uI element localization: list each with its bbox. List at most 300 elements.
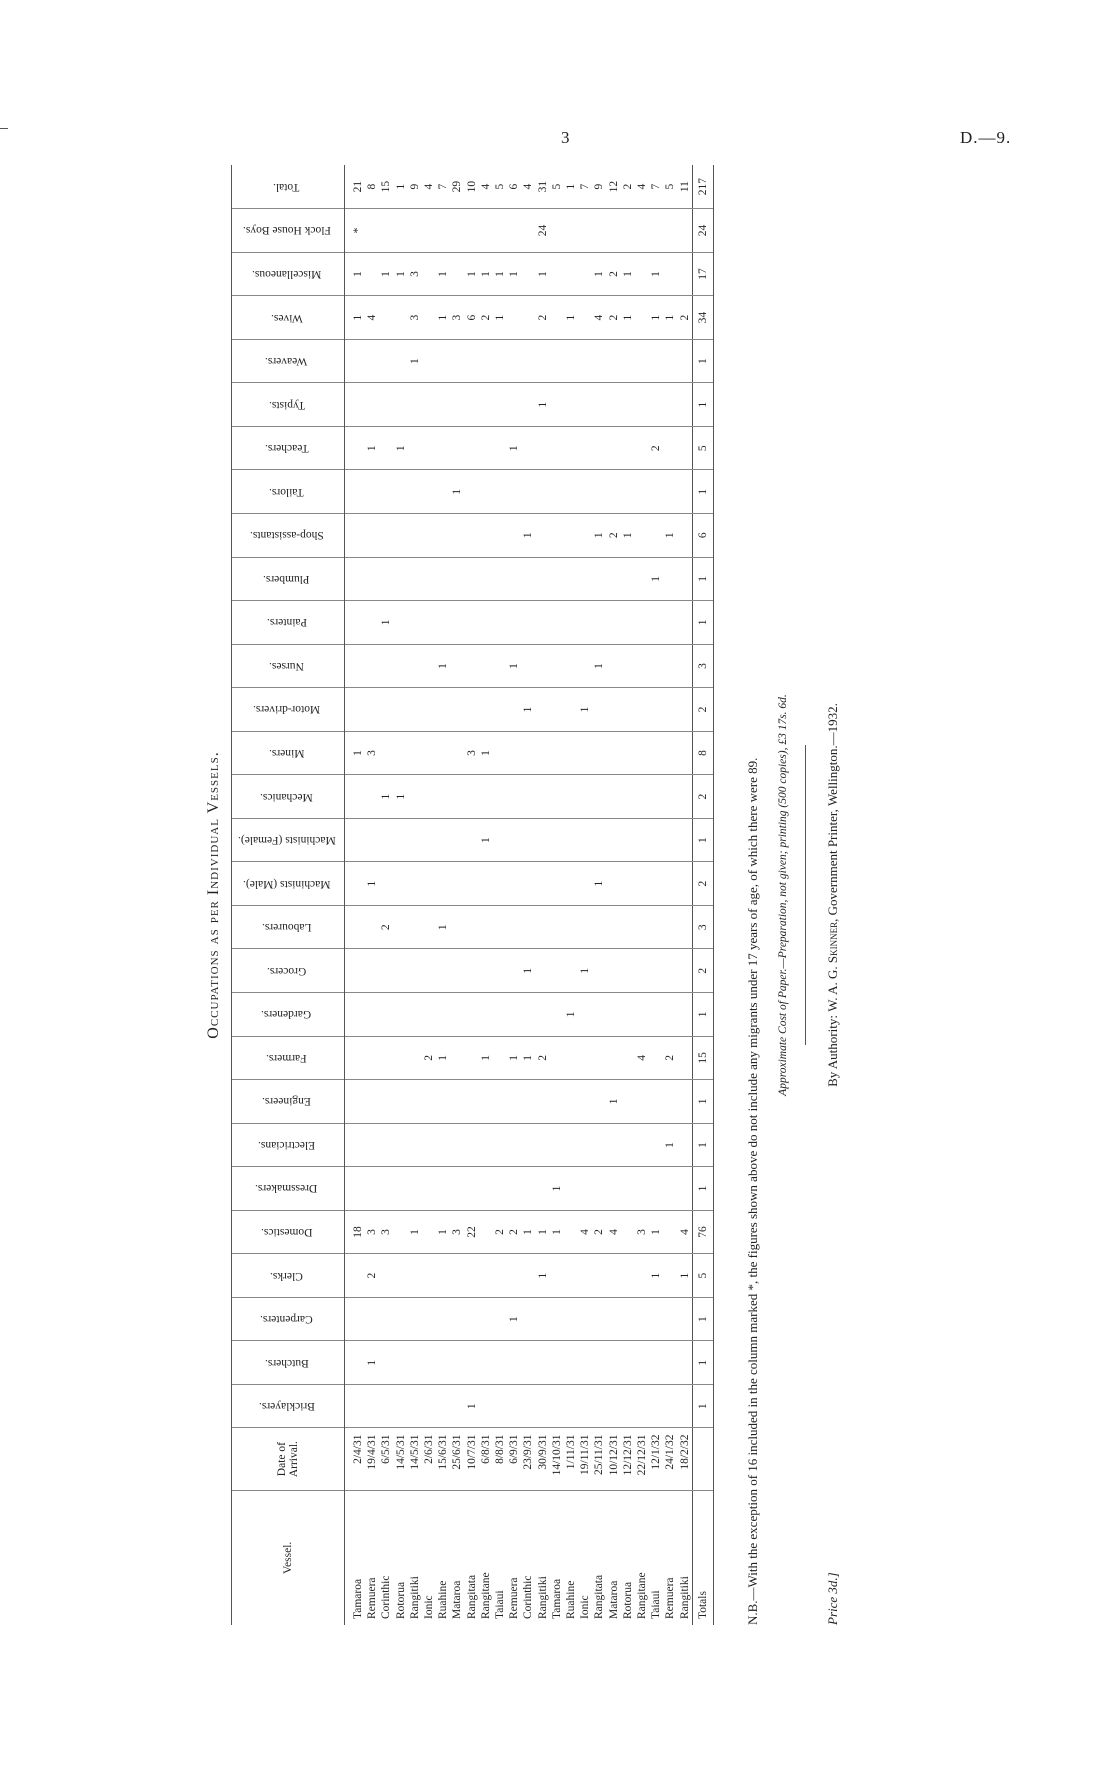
count-cell: [621, 1384, 635, 1428]
count-cell: [365, 949, 379, 993]
arrival-date: 25/6/31: [450, 1428, 464, 1490]
count-cell: [493, 1384, 507, 1428]
count-cell: [678, 775, 693, 819]
count-cell: [621, 1036, 635, 1080]
count-cell: [422, 1210, 436, 1254]
count-cell: [521, 1254, 535, 1298]
arrival-date: 15/6/31: [436, 1428, 450, 1490]
count-cell: [621, 993, 635, 1037]
count-cell: [536, 731, 550, 775]
count-cell: [607, 1123, 621, 1167]
count-cell: [621, 818, 635, 862]
count-cell: [450, 862, 464, 906]
count-cell: [479, 339, 493, 383]
count-cell: [578, 1341, 592, 1385]
count-cell: [394, 383, 408, 427]
footnote: N.B.—With the exception of 16 included in the column marked *, the figures shown above do not include any migrants under 17 years of age, of which there were 89.: [745, 757, 760, 1625]
count-cell: [663, 688, 677, 732]
count-cell: [564, 470, 578, 514]
count-cell: [578, 252, 592, 296]
count-cell: [345, 818, 366, 862]
count-cell: [564, 1080, 578, 1124]
count-cell: [507, 514, 521, 558]
count-cell: 2: [379, 905, 393, 949]
count-cell: 1: [621, 514, 635, 558]
arrival-date: 23/9/31: [521, 1428, 535, 1490]
count-cell: [345, 905, 366, 949]
count-cell: [649, 383, 663, 427]
count-cell: [635, 731, 649, 775]
count-cell: [607, 993, 621, 1037]
count-cell: [678, 514, 693, 558]
count-cell: [536, 426, 550, 470]
count-cell: [408, 644, 422, 688]
count-cell: [394, 1167, 408, 1211]
count-cell: [607, 818, 621, 862]
count-cell: [493, 862, 507, 906]
column-header-label: Motor-drivers.: [252, 703, 321, 716]
count-cell: 1: [649, 557, 663, 601]
count-cell: [621, 1254, 635, 1298]
count-cell: [436, 1254, 450, 1298]
count-cell: [493, 601, 507, 645]
count-cell: 4: [578, 1210, 592, 1254]
count-cell: [521, 601, 535, 645]
count-cell: [408, 1384, 422, 1428]
count-cell: 1: [507, 426, 521, 470]
count-cell: [678, 470, 693, 514]
page-number: 3: [561, 128, 570, 147]
count-cell: [507, 557, 521, 601]
column-header: [232, 1341, 345, 1385]
count-cell: [479, 688, 493, 732]
count-cell: [550, 383, 564, 427]
count-cell: [422, 339, 436, 383]
count-cell: [436, 1167, 450, 1211]
count-cell: [465, 209, 479, 253]
count-cell: [450, 557, 464, 601]
arrival-date: 10/12/31: [607, 1428, 621, 1490]
count-cell: [649, 1123, 663, 1167]
count-cell: [635, 775, 649, 819]
column-header: [232, 818, 345, 862]
count-cell: 4: [365, 296, 379, 340]
count-cell: [578, 514, 592, 558]
count-cell: [507, 731, 521, 775]
count-cell: 1: [379, 601, 393, 645]
count-cell: [365, 644, 379, 688]
count-cell: [394, 601, 408, 645]
count-cell: [536, 993, 550, 1037]
column-header: [232, 993, 345, 1037]
count-cell: [436, 470, 450, 514]
column-header: [232, 905, 345, 949]
column-header: [232, 775, 345, 819]
count-cell: 4: [479, 165, 493, 209]
count-cell: [379, 514, 393, 558]
table-row: [436, 165, 450, 1625]
count-cell: [663, 557, 677, 601]
count-cell: [649, 1297, 663, 1341]
count-cell: [550, 818, 564, 862]
count-cell: 1: [592, 644, 606, 688]
count-cell: 7: [649, 165, 663, 209]
count-cell: [663, 905, 677, 949]
table-row: [621, 165, 635, 1625]
count-cell: [345, 514, 366, 558]
count-cell: [564, 339, 578, 383]
count-cell: [649, 731, 663, 775]
column-header-label: Carpenters.: [260, 1313, 313, 1326]
count-cell: [663, 1297, 677, 1341]
vessel-name: Corinthic: [380, 1575, 393, 1619]
count-cell: [663, 1167, 677, 1211]
count-cell: [621, 688, 635, 732]
count-cell: [635, 1384, 649, 1428]
column-header-label: Total.: [273, 180, 300, 193]
total-cell: 1: [692, 993, 713, 1037]
count-cell: [450, 775, 464, 819]
authority-suffix: , Government Printer, Wellington.—1932.: [825, 703, 840, 922]
count-cell: 1: [379, 775, 393, 819]
count-cell: [521, 1080, 535, 1124]
count-cell: [422, 862, 436, 906]
count-cell: [635, 339, 649, 383]
count-cell: 3: [450, 296, 464, 340]
count-cell: [507, 775, 521, 819]
column-header-label: Shop-assistants.: [249, 529, 324, 542]
count-cell: [422, 209, 436, 253]
arrival-date: 22/12/31: [635, 1428, 649, 1490]
count-cell: 1: [408, 1210, 422, 1254]
table-row: [663, 165, 677, 1625]
count-cell: [592, 731, 606, 775]
count-cell: [436, 731, 450, 775]
column-header: [232, 1123, 345, 1167]
count-cell: 4: [521, 165, 535, 209]
arrival-date: 6/8/31: [479, 1428, 493, 1490]
vessel-name: Taiaui: [494, 1590, 507, 1619]
count-cell: [450, 1123, 464, 1167]
count-cell: [394, 1297, 408, 1341]
count-cell: [465, 818, 479, 862]
table-row: [465, 165, 479, 1625]
vessel-name: Remuera: [664, 1577, 677, 1619]
count-cell: [450, 1167, 464, 1211]
count-cell: [450, 252, 464, 296]
count-cell: 1: [408, 339, 422, 383]
count-cell: [607, 688, 621, 732]
count-cell: [422, 688, 436, 732]
count-cell: 2: [536, 1036, 550, 1080]
count-cell: [422, 252, 436, 296]
totals-label: Totals: [692, 1490, 713, 1625]
count-cell: [493, 514, 507, 558]
arrival-date: 30/9/31: [536, 1428, 550, 1490]
arrival-date: 19/4/31: [365, 1428, 379, 1490]
count-cell: [408, 426, 422, 470]
count-cell: [379, 993, 393, 1037]
count-cell: 1: [394, 775, 408, 819]
vessel-name: Rotorua: [621, 1581, 634, 1619]
arrival-date: 14/5/31: [408, 1428, 422, 1490]
count-cell: 3: [465, 731, 479, 775]
count-cell: [649, 818, 663, 862]
count-cell: [607, 1384, 621, 1428]
count-cell: [436, 993, 450, 1037]
count-cell: [678, 905, 693, 949]
count-cell: 3: [450, 1210, 464, 1254]
count-cell: [564, 1123, 578, 1167]
arrival-date: 24/1/32: [663, 1428, 677, 1490]
count-cell: [521, 818, 535, 862]
count-cell: [507, 296, 521, 340]
count-cell: 7: [436, 165, 450, 209]
count-cell: [578, 1297, 592, 1341]
column-header: [232, 514, 345, 558]
count-cell: 5: [663, 165, 677, 209]
count-cell: [507, 1167, 521, 1211]
count-cell: [450, 949, 464, 993]
count-cell: [450, 905, 464, 949]
total-cell: 1: [692, 1080, 713, 1124]
count-cell: [507, 1080, 521, 1124]
count-cell: 1: [649, 1254, 663, 1298]
count-cell: [536, 818, 550, 862]
count-cell: [436, 818, 450, 862]
count-cell: [493, 557, 507, 601]
count-cell: [592, 339, 606, 383]
count-cell: [678, 1167, 693, 1211]
count-cell: [550, 557, 564, 601]
count-cell: [408, 1036, 422, 1080]
column-header: [232, 1036, 345, 1080]
count-cell: [365, 1167, 379, 1211]
count-cell: [394, 862, 408, 906]
count-cell: [465, 905, 479, 949]
count-cell: [479, 1080, 493, 1124]
count-cell: [607, 1297, 621, 1341]
count-cell: [408, 862, 422, 906]
arrival-date: 2/6/31: [422, 1428, 436, 1490]
count-cell: [635, 1254, 649, 1298]
count-cell: [365, 209, 379, 253]
column-header: [232, 644, 345, 688]
count-cell: 1: [479, 818, 493, 862]
count-cell: [422, 993, 436, 1037]
total-cell: 34: [692, 296, 713, 340]
column-header-label: Engineers.: [262, 1095, 311, 1108]
count-cell: [592, 775, 606, 819]
count-cell: [663, 209, 677, 253]
count-cell: [678, 993, 693, 1037]
count-cell: [649, 514, 663, 558]
count-cell: [578, 644, 592, 688]
count-cell: [678, 1036, 693, 1080]
count-cell: 11: [678, 165, 693, 209]
count-cell: [450, 644, 464, 688]
count-cell: [607, 1036, 621, 1080]
column-header-label: Flock House Boys.: [242, 224, 331, 237]
column-header: [232, 1384, 345, 1428]
count-cell: [365, 1384, 379, 1428]
authority-prefix: By Authority:: [825, 1011, 840, 1087]
arrival-date: 12/12/31: [621, 1428, 635, 1490]
total-cell: 1: [692, 818, 713, 862]
count-cell: [536, 949, 550, 993]
column-header: [232, 601, 345, 645]
vessel-name: Ionic: [423, 1595, 436, 1619]
count-cell: [550, 644, 564, 688]
count-cell: [621, 1123, 635, 1167]
count-cell: [663, 1080, 677, 1124]
count-cell: [635, 644, 649, 688]
count-cell: [422, 949, 436, 993]
count-cell: 1: [479, 1036, 493, 1080]
count-cell: [550, 1384, 564, 1428]
column-header-label: Teachers.: [264, 442, 309, 455]
count-cell: [479, 905, 493, 949]
table-row: [493, 165, 507, 1625]
count-cell: [394, 644, 408, 688]
count-cell: [678, 209, 693, 253]
column-header: [232, 688, 345, 732]
count-cell: 4: [422, 165, 436, 209]
count-cell: [607, 209, 621, 253]
count-cell: 4: [607, 1210, 621, 1254]
occupations-table: [231, 165, 714, 1625]
count-cell: 24: [536, 209, 550, 253]
count-cell: 1: [450, 470, 464, 514]
count-cell: [408, 209, 422, 253]
count-cell: [521, 775, 535, 819]
count-cell: [379, 644, 393, 688]
count-cell: [394, 339, 408, 383]
count-cell: [536, 775, 550, 819]
vessel-name: Rangitata: [593, 1574, 606, 1619]
count-cell: [521, 862, 535, 906]
count-cell: [678, 339, 693, 383]
count-cell: 5: [493, 165, 507, 209]
count-cell: [550, 775, 564, 819]
count-cell: [592, 383, 606, 427]
count-cell: [422, 514, 436, 558]
count-cell: 2: [621, 165, 635, 209]
count-cell: 1: [550, 1210, 564, 1254]
count-cell: [422, 1384, 436, 1428]
count-cell: [578, 209, 592, 253]
count-cell: [465, 688, 479, 732]
count-cell: [621, 209, 635, 253]
count-cell: [578, 383, 592, 427]
count-cell: [436, 1080, 450, 1124]
count-cell: [379, 557, 393, 601]
count-cell: [479, 514, 493, 558]
count-cell: 1: [465, 252, 479, 296]
count-cell: [365, 557, 379, 601]
count-cell: [578, 731, 592, 775]
count-cell: [621, 949, 635, 993]
count-cell: [592, 1080, 606, 1124]
count-cell: [607, 557, 621, 601]
count-cell: [507, 862, 521, 906]
count-cell: [564, 775, 578, 819]
count-cell: [521, 383, 535, 427]
count-cell: 1: [365, 426, 379, 470]
count-cell: [394, 1384, 408, 1428]
count-cell: [436, 339, 450, 383]
count-cell: [450, 1080, 464, 1124]
table-row: [649, 165, 663, 1625]
column-header: [232, 165, 345, 209]
count-cell: [436, 209, 450, 253]
column-header-label: Machinists (Female).: [237, 834, 336, 847]
count-cell: [607, 949, 621, 993]
vessel-name: Taiaui: [650, 1590, 663, 1619]
count-cell: 1: [536, 1210, 550, 1254]
cost-note: Approximate Cost of Paper.—Preparation, not given; printing (500 copies), £3 17s. 6d.: [777, 694, 789, 1096]
count-cell: [564, 905, 578, 949]
count-cell: [450, 601, 464, 645]
count-cell: [649, 1167, 663, 1211]
count-cell: [592, 688, 606, 732]
count-cell: [621, 905, 635, 949]
vessel-name: Rangitiki: [678, 1576, 691, 1619]
count-cell: [465, 1254, 479, 1298]
count-cell: [422, 601, 436, 645]
count-cell: 1: [345, 296, 366, 340]
count-cell: 15: [379, 165, 393, 209]
count-cell: [394, 949, 408, 993]
count-cell: [521, 252, 535, 296]
count-cell: [536, 1297, 550, 1341]
count-cell: [635, 209, 649, 253]
count-cell: 2: [663, 1036, 677, 1080]
count-cell: [450, 383, 464, 427]
count-cell: 1: [649, 252, 663, 296]
count-cell: [649, 949, 663, 993]
count-cell: [436, 1297, 450, 1341]
column-header: [232, 1080, 345, 1124]
count-cell: [465, 339, 479, 383]
table-row: [678, 165, 693, 1625]
count-cell: [663, 252, 677, 296]
count-cell: [663, 644, 677, 688]
count-cell: [536, 601, 550, 645]
count-cell: 2: [678, 296, 693, 340]
count-cell: [635, 383, 649, 427]
count-cell: 4: [678, 1210, 693, 1254]
count-cell: [536, 862, 550, 906]
count-cell: 1: [365, 1341, 379, 1385]
count-cell: [663, 949, 677, 993]
count-cell: [536, 644, 550, 688]
count-cell: [479, 644, 493, 688]
count-cell: 10: [465, 165, 479, 209]
count-cell: [578, 339, 592, 383]
count-cell: [635, 296, 649, 340]
count-cell: [365, 339, 379, 383]
column-header: [232, 862, 345, 906]
vessel-name: Corinthic: [522, 1575, 535, 1619]
count-cell: [635, 470, 649, 514]
count-cell: 2: [422, 1036, 436, 1080]
count-cell: [521, 731, 535, 775]
count-cell: [422, 731, 436, 775]
count-cell: [536, 339, 550, 383]
count-cell: 1: [663, 1123, 677, 1167]
column-header: [232, 470, 345, 514]
